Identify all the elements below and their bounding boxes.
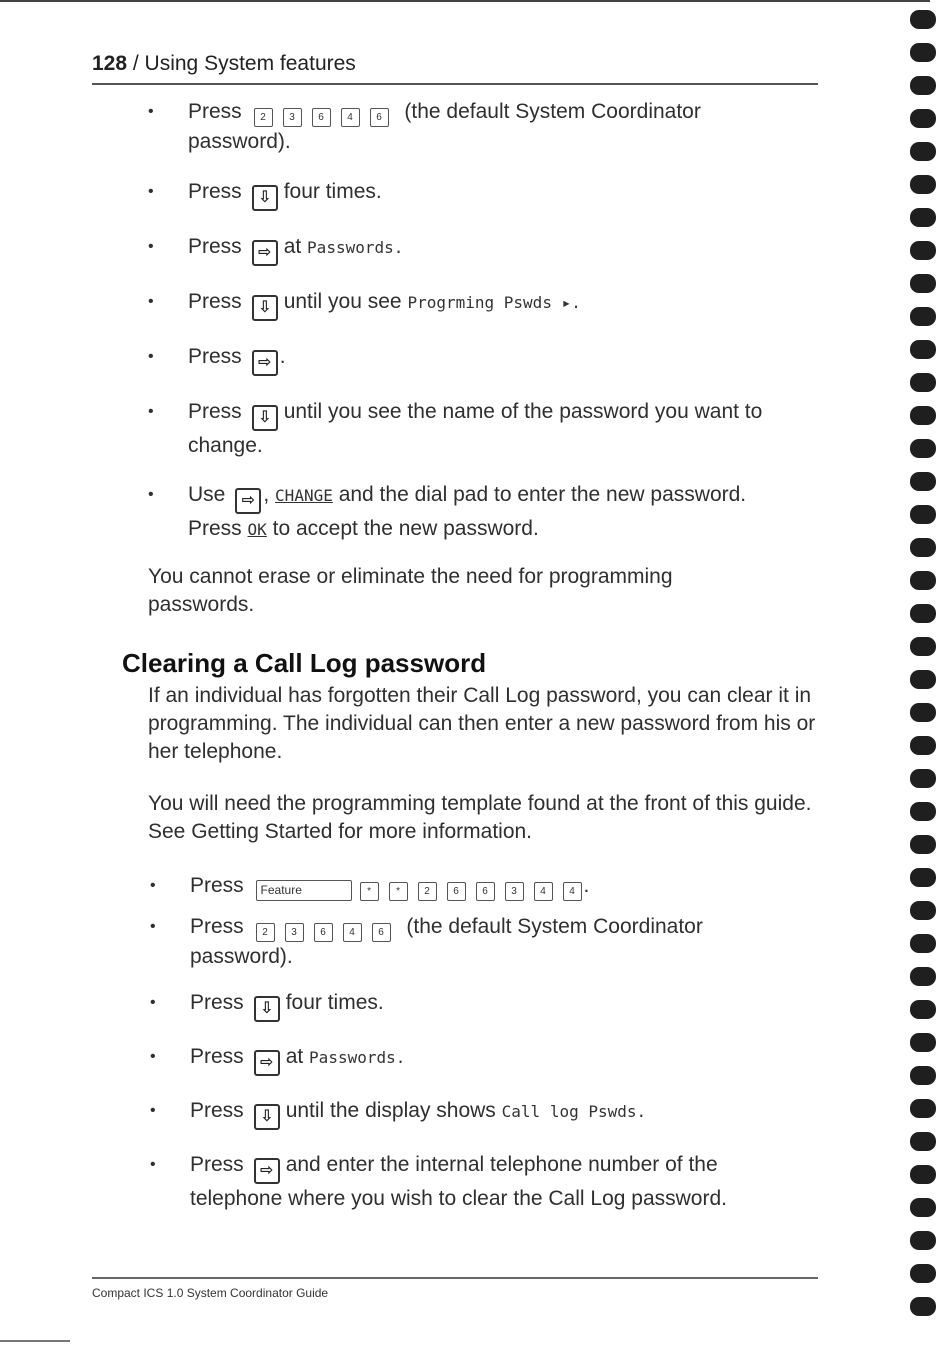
binding-ring — [910, 10, 936, 29]
dial-key: 3 — [285, 923, 304, 942]
binding-ring — [910, 670, 936, 689]
binding-ring — [910, 142, 936, 161]
step-right-passwords: • Press ⇨ at Passwords. — [188, 232, 403, 266]
binding-ring — [910, 1231, 936, 1250]
page-footer: Compact ICS 1.0 System Coordinator Guide — [92, 1286, 329, 1300]
step-down-four-times-2: • Press ⇩ four times. — [190, 988, 384, 1022]
right-arrow-icon: ⇨ — [254, 1158, 280, 1184]
binding-ring — [910, 637, 936, 656]
binding-ring — [910, 241, 936, 260]
bullet-dot: • — [148, 103, 154, 120]
binding-ring — [910, 1198, 936, 1217]
section-paragraph-2: You will need the programming template found at the front of this guide. See Getting Started for more information. — [148, 792, 812, 843]
down-arrow-icon: ⇩ — [254, 1104, 280, 1130]
binding-ring — [910, 901, 936, 920]
page-header — [92, 52, 818, 76]
binding-ring — [910, 1297, 936, 1316]
binding-ring — [910, 1264, 936, 1283]
step-enter-telephone-number: • Press ⇨ and enter the internal telephone number of the telephone where you wish to clear the Call Log password. — [150, 1153, 727, 1210]
binding-ring — [910, 868, 936, 887]
binding-ring — [910, 505, 936, 524]
binding-ring — [910, 1033, 936, 1052]
binding-ring — [910, 373, 936, 392]
binding-ring — [910, 538, 936, 557]
binding-ring — [910, 571, 936, 590]
display-text: Passwords. — [309, 1048, 406, 1067]
step-down-four-times: • Press ⇩ four times. — [188, 177, 382, 211]
dialpad-keys — [254, 100, 405, 123]
binding-ring — [910, 703, 936, 722]
down-arrow-icon: ⇩ — [252, 295, 278, 321]
binding-ring — [910, 274, 936, 293]
step-enter-password: • Press 2 3 6 4 6 (the default System Coordinator password). — [188, 97, 828, 157]
binding-ring — [910, 43, 936, 62]
right-arrow-icon: ⇨ — [235, 488, 261, 514]
right-arrow-icon: ⇨ — [254, 1050, 280, 1076]
softkey-label: OK — [247, 520, 267, 539]
section-heading: Clearing a Call Log password — [122, 648, 487, 678]
dial-key: 6 — [447, 882, 466, 901]
section-paragraph-1: If an individual has forgotten their Call Log password, you can clear it in programming. The individual can then enter a new password from his or her telephone. — [148, 684, 816, 763]
step-right: • Press ⇨ . — [188, 342, 286, 376]
page-number: 128 — [92, 52, 128, 75]
binding-ring — [910, 1000, 936, 1019]
softkey-label: CHANGE — [275, 486, 333, 505]
binding-ring — [910, 1165, 936, 1184]
feature-key: Feature — [256, 880, 352, 901]
dial-key: * — [360, 882, 379, 901]
binding-ring — [910, 802, 936, 821]
dial-key: 4 — [563, 882, 582, 901]
scan-edge-mark — [0, 1340, 70, 1342]
down-arrow-icon: ⇩ — [252, 405, 278, 431]
binding-ring — [910, 76, 936, 95]
binding-ring — [910, 1099, 936, 1118]
step-down-password-name: • Press ⇩ until you see the name of the password you want to change. — [148, 400, 763, 457]
down-arrow-icon: ⇩ — [252, 185, 278, 211]
dial-key: 4 — [534, 882, 553, 901]
binding-ring — [910, 604, 936, 623]
down-arrow-icon: ⇩ — [254, 996, 280, 1022]
dial-key: 6 — [372, 923, 391, 942]
binding-ring — [910, 1132, 936, 1151]
dial-key: 2 — [418, 882, 437, 901]
header-divider — [92, 83, 818, 85]
dial-key: 2 — [256, 923, 275, 942]
binding-ring — [910, 472, 936, 491]
dialpad-keys — [256, 915, 407, 938]
binding-ring — [910, 208, 936, 227]
step-feature-code: • Press Feature * * 2 6 6 3 4 4 . — [190, 871, 830, 901]
binding-ring — [910, 736, 936, 755]
binding-ring — [910, 175, 936, 194]
step-right-passwords-2: • Press ⇨ at Passwords. — [190, 1042, 405, 1076]
dial-key: 6 — [312, 108, 331, 127]
dial-key: 4 — [343, 923, 362, 942]
right-arrow-icon: ⇨ — [252, 350, 278, 376]
binding-ring — [910, 439, 936, 458]
display-text: Call log Pswds. — [501, 1102, 647, 1121]
right-arrow-icon: ⇨ — [252, 240, 278, 266]
footer-divider — [92, 1277, 818, 1279]
binding-ring — [910, 967, 936, 986]
binding-ring — [910, 769, 936, 788]
step-down-progrming-pswds: • Press ⇩ until you see Progrming Pswds ▸. — [188, 287, 581, 321]
dial-key: 6 — [476, 882, 495, 901]
binding-ring — [910, 340, 936, 359]
dial-key: * — [389, 882, 408, 901]
step-enter-password-2: • Press 2 3 6 4 6 (the default System Coordinator password). — [150, 915, 703, 968]
dial-key: 4 — [341, 108, 360, 127]
display-text: Progrming Pswds ▸. — [407, 293, 581, 312]
binding-ring — [910, 934, 936, 953]
binding-ring — [910, 406, 936, 425]
note-paragraph: You cannot erase or eliminate the need for programming passwords. — [148, 565, 673, 616]
dial-key: 6 — [370, 108, 389, 127]
binding-ring — [910, 307, 936, 326]
binding-ring — [910, 1066, 936, 1085]
display-text: Passwords. — [307, 238, 404, 257]
step-down-call-log-pswds: • Press ⇩ until the display shows Call log Pswds. — [190, 1096, 646, 1130]
step-change-password: • Use ⇨ , CHANGE and the dial pad to enter the new password. Press OK to accept the new password. — [148, 483, 747, 540]
dial-key: 2 — [254, 108, 273, 127]
binding-ring — [910, 109, 936, 128]
dial-key: 3 — [283, 108, 302, 127]
dial-key: 3 — [505, 882, 524, 901]
top-rule — [0, 0, 930, 2]
dial-key: 6 — [314, 923, 333, 942]
header-title: / Using System features — [127, 52, 356, 75]
spiral-binding — [910, 10, 938, 1335]
binding-ring — [910, 835, 936, 854]
